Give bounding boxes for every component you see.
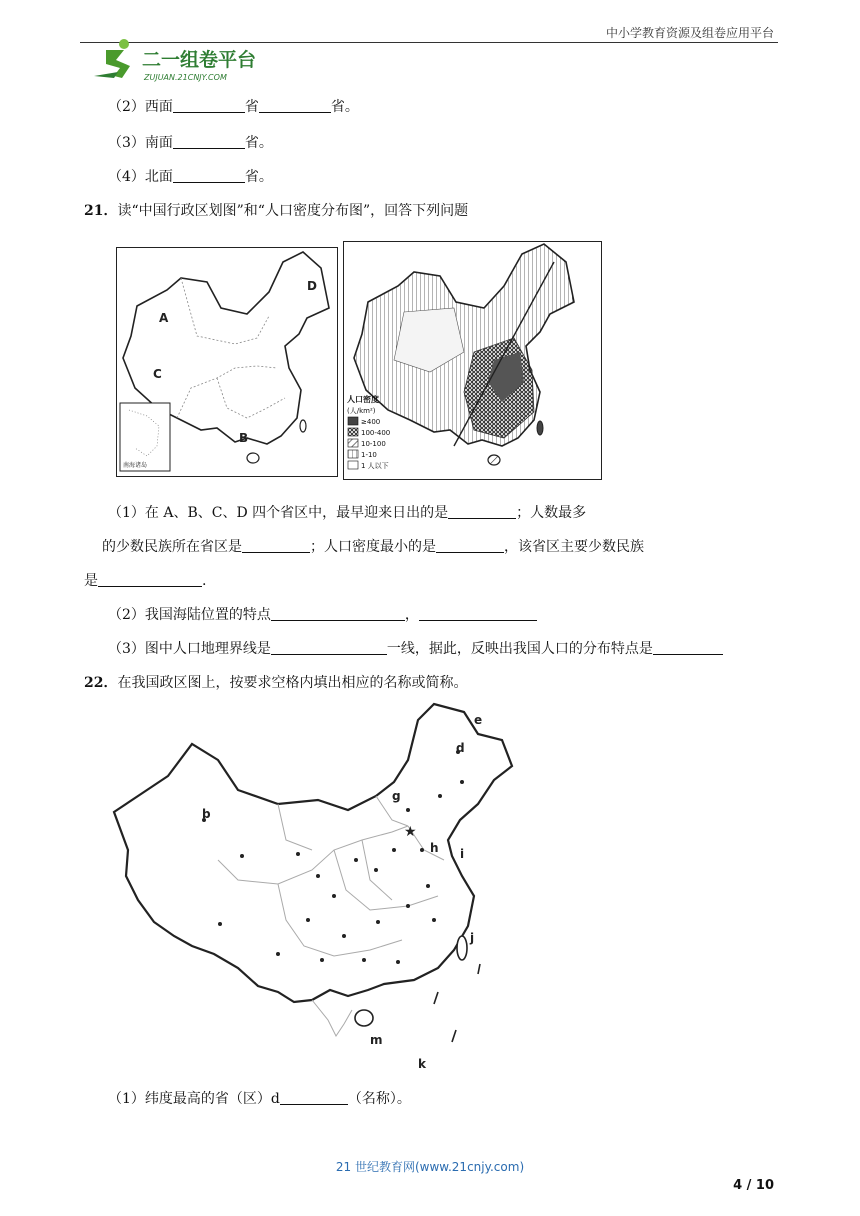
q20-line-4: （4）北面 省。 (108, 169, 273, 185)
footer-site: 21 世纪教育网(www.21cnjy.com) (335, 1160, 525, 1174)
q21-sub1-line3: 是 . (84, 573, 207, 589)
answer-blank[interactable] (271, 606, 405, 621)
legend-item: 100-400 (361, 429, 391, 437)
map-label-d: d (456, 741, 465, 755)
map-label-h: h (430, 841, 439, 855)
q21-sub1-line1: （1）在 A、B、C、D 四个省区中，最早迎来日出的是 ；人数最多 (108, 505, 587, 521)
answer-blank[interactable] (173, 134, 245, 149)
capital-star: ★ (404, 824, 417, 840)
map-label-g: g (392, 789, 401, 803)
map-label-j: j (470, 931, 475, 945)
q21-sub3: （3）图中人口地理界线是 一线，据此，反映出我国人口的分布特点是 (108, 638, 723, 658)
map-label-d: D (307, 279, 317, 293)
answer-blank[interactable] (448, 504, 516, 519)
answer-blank[interactable] (242, 538, 310, 553)
q21-sub1-line2: 的少数民族所在省区是 ；人口密度最小的是 ，该省区主要少数民族 (102, 539, 644, 555)
map-label-k: k (418, 1057, 426, 1071)
answer-blank[interactable] (173, 98, 245, 113)
map-label-i: i (460, 847, 465, 861)
map-label-e: e (474, 713, 483, 727)
answer-blank[interactable] (280, 1090, 348, 1105)
page-number: 4 / 10 (733, 1178, 774, 1193)
legend-unit: (人/km²) (347, 407, 376, 415)
site-logo (84, 36, 284, 86)
q21-sub2: （2）我国海陆位置的特点 ， (108, 604, 537, 624)
logo-subtext: ZUJUAN.21CNJY.COM (144, 73, 227, 82)
legend-item: 10-100 (361, 440, 386, 448)
q22-stem: 22．在我国政区图上，按要求空格内填出相应的名称或简称。 (84, 675, 468, 691)
population-density-map (343, 241, 602, 480)
legend-item: 1 人以下 (361, 462, 389, 470)
answer-blank[interactable] (271, 640, 387, 655)
legend-title: 人口密度 (347, 395, 379, 404)
q20-line-2: （2）西面 省 省。 (108, 99, 359, 115)
q22-sub1: （1）纬度最高的省（区）d （名称）。 (108, 1091, 411, 1107)
china-admin-map (116, 247, 338, 477)
answer-blank[interactable] (259, 98, 331, 113)
answer-blank[interactable] (419, 606, 537, 621)
answer-blank[interactable] (173, 168, 245, 183)
answer-blank[interactable] (436, 538, 504, 553)
logo-text: 二一组卷平台 (142, 49, 257, 71)
map-label-b: b (202, 807, 211, 821)
legend-item: ≥400 (361, 418, 381, 426)
answer-blank[interactable] (98, 572, 202, 587)
china-province-map (108, 700, 528, 1078)
map-label-c: C (153, 367, 162, 381)
map-label-m: m (370, 1033, 383, 1047)
legend-item: 1-10 (361, 451, 377, 459)
map-label-b: B (239, 431, 249, 445)
platform-title: 中小学教育资源及组卷应用平台 (605, 26, 774, 40)
map-label-a: A (159, 311, 169, 325)
q20-line-3: （3）南面 省。 (108, 135, 273, 151)
q21-stem: 21．读“中国行政区划图”和“人口密度分布图”，回答下列问题 (84, 203, 469, 219)
inset-label: 南海诸岛 (123, 462, 148, 469)
answer-blank[interactable] (653, 640, 723, 655)
